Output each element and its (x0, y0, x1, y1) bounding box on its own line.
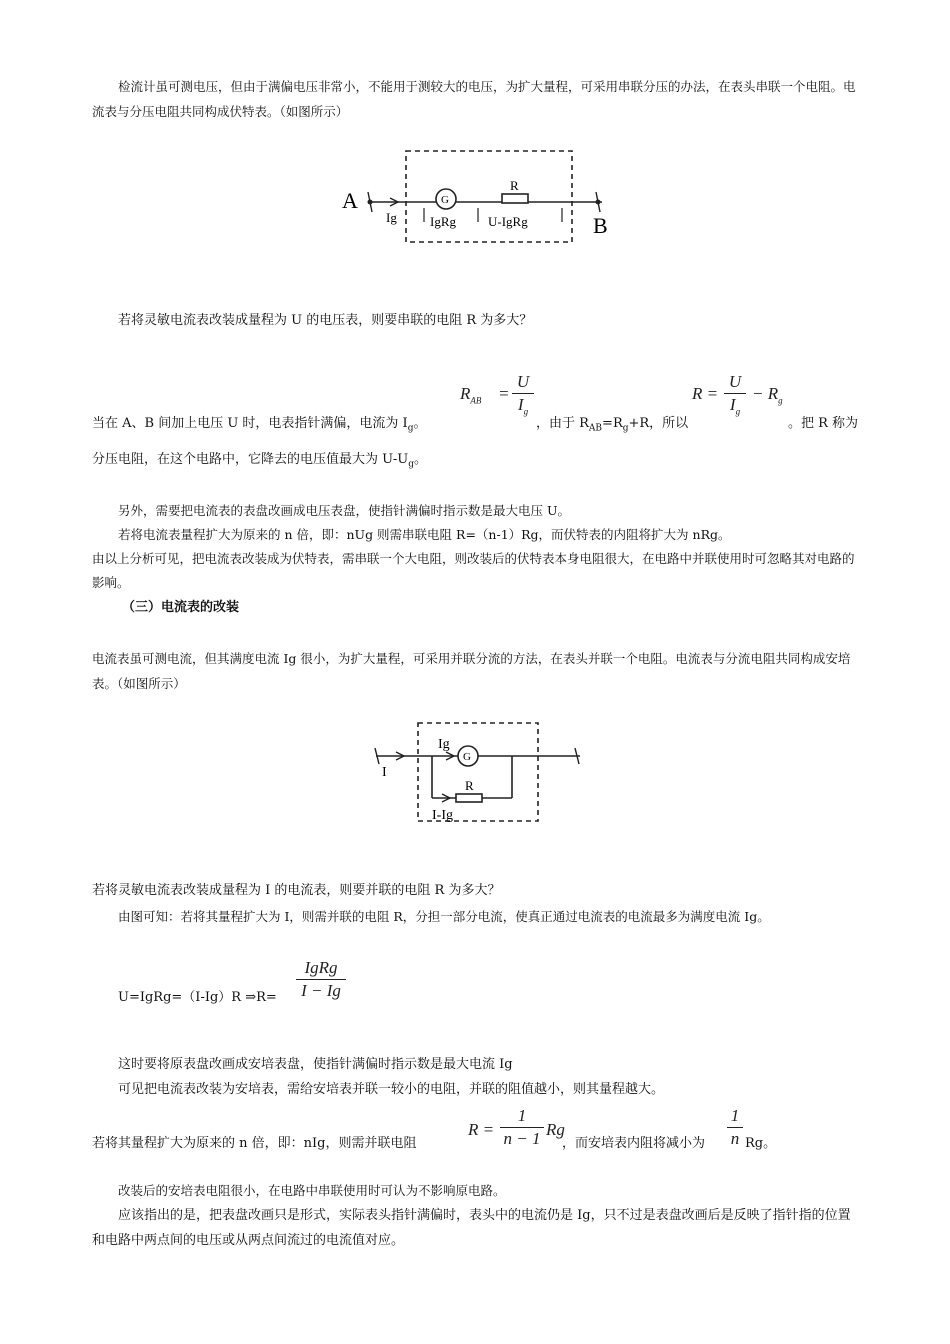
paragraph-internal-resistance: ，而安培表内阻将减小为 (562, 1136, 706, 1151)
resistor-label: R (510, 178, 519, 193)
label-igrg: IgRg (430, 214, 456, 229)
paragraph-ammeter-intro: 电流表虽可测电流，但其满度电流 Ig 很小，为扩大量程，可采用并联分流的方法，在表头并联一个电阻。电流表与分流电阻共同构成安培表。（如图所示） (92, 651, 851, 691)
galvanometer-label: G (441, 194, 449, 206)
resistor-label-2: R (465, 778, 474, 793)
label-b: B (593, 213, 608, 238)
paragraph-voltmeter-conclusion: 由以上分析可见，把电流表改装成为伏特表，需串联一个大电阻，则改装后的伏特表本身电阻很大，在电路中并联使用时可忽略其对电路的影响。 (92, 551, 855, 590)
label-ig-branch: Ig (438, 737, 450, 752)
paragraph-ammeter-analysis: 由图可知：若将其量程扩大为 I，则需并联的电阻 R，分担一部分电流，使真正通过电流表的电流最多为满度电流 Ig。 (118, 909, 770, 924)
figure-ammeter-circuit (366, 718, 590, 826)
label-i-minus-ig: I-Ig (432, 808, 453, 823)
label-a: A (342, 188, 358, 213)
paragraph-rab-relation: ，由于 $R_{AB}=R_g+R$，所以 (536, 416, 689, 434)
paragraph-dial-current: 这时要将原表盘改画成安培表盘，使指针满偏时指示数是最大电流 Ig (118, 1057, 513, 1072)
label-i: I (382, 765, 387, 780)
equation-ig-rg-text: U=IgRg=（I-Ig）R ⇒R= (118, 990, 277, 1005)
paragraph-n-times-current: 若将其量程扩大为原来的 n 倍，即：nIg，则需并联电阻 (92, 1136, 417, 1151)
equation-one-over-n: 1 n (727, 1106, 743, 1149)
paragraph-rg-end: Rg。 (745, 1136, 777, 1151)
paragraph-r-naming: 。把 R 称为 (788, 416, 859, 431)
paragraph-n-times-voltage: 若将电流表量程扩大为原来的 n 倍，即：nUg 则需串联电阻 R=（n-1）Rg，而伏特表的内阻将扩大为 nRg。 (118, 527, 731, 542)
paragraph-low-resistance: 改装后的安培表电阻很小，在电路中串联使用时可认为不影响原电路。 (118, 1183, 506, 1198)
section-heading-ammeter: （三）电流表的改装 (122, 600, 240, 615)
equation-r-parallel-fraction: IgRg I − Ig (296, 958, 346, 1001)
paragraph-dial-note: 应该指出的是，把表盘改画只是形式，实际表头指针满偏时，表头中的电流仍是 Ig，只不过是表盘改画后是反映了指针指的位置和电路中两点间的电压或从两点间流过的电流值对应。 (92, 1208, 851, 1248)
paragraph-divider-resistor: 分压电阻，在这个电路中，它降去的电压值最大为 $U-U_g$。 (92, 452, 427, 470)
paragraph-full-scale-text: 当在 A、B 间加上电压 U 时，电表指针满偏，电流为 $I_g$。 (92, 416, 427, 434)
paragraph-voltmeter-intro: 检流计虽可测电压，但由于满偏电压非常小，不能用于测较大的电压，为扩大量程，可采用串联分压的办法，在表头串联一个电阻。电流表与分压电阻共同构成伏特表。（如图所示） (92, 79, 856, 119)
paragraph-dial-voltage: 另外，需要把电流表的表盘改画成电压表盘，使指针满偏时指示数是最大电压 U。 (118, 503, 571, 518)
label-u-igrg: U-IgRg (488, 214, 528, 229)
label-ig: Ig (386, 210, 397, 225)
paragraph-ammeter-conclusion: 可见把电流表改装为安培表，需给安培表并联一较小的电阻，并联的阻值越小，则其量程越大。 (118, 1082, 665, 1097)
galvanometer-label-2: G (463, 751, 471, 763)
question-ammeter: 若将灵敏电流表改装成量程为 I 的电流表，则要并联的电阻 R 为多大？ (92, 883, 501, 898)
figure-voltmeter-circuit (338, 146, 638, 248)
question-voltmeter: 若将灵敏电流表改装成量程为 U 的电压表，则要串联的电阻 R 为多大？ (118, 313, 533, 328)
